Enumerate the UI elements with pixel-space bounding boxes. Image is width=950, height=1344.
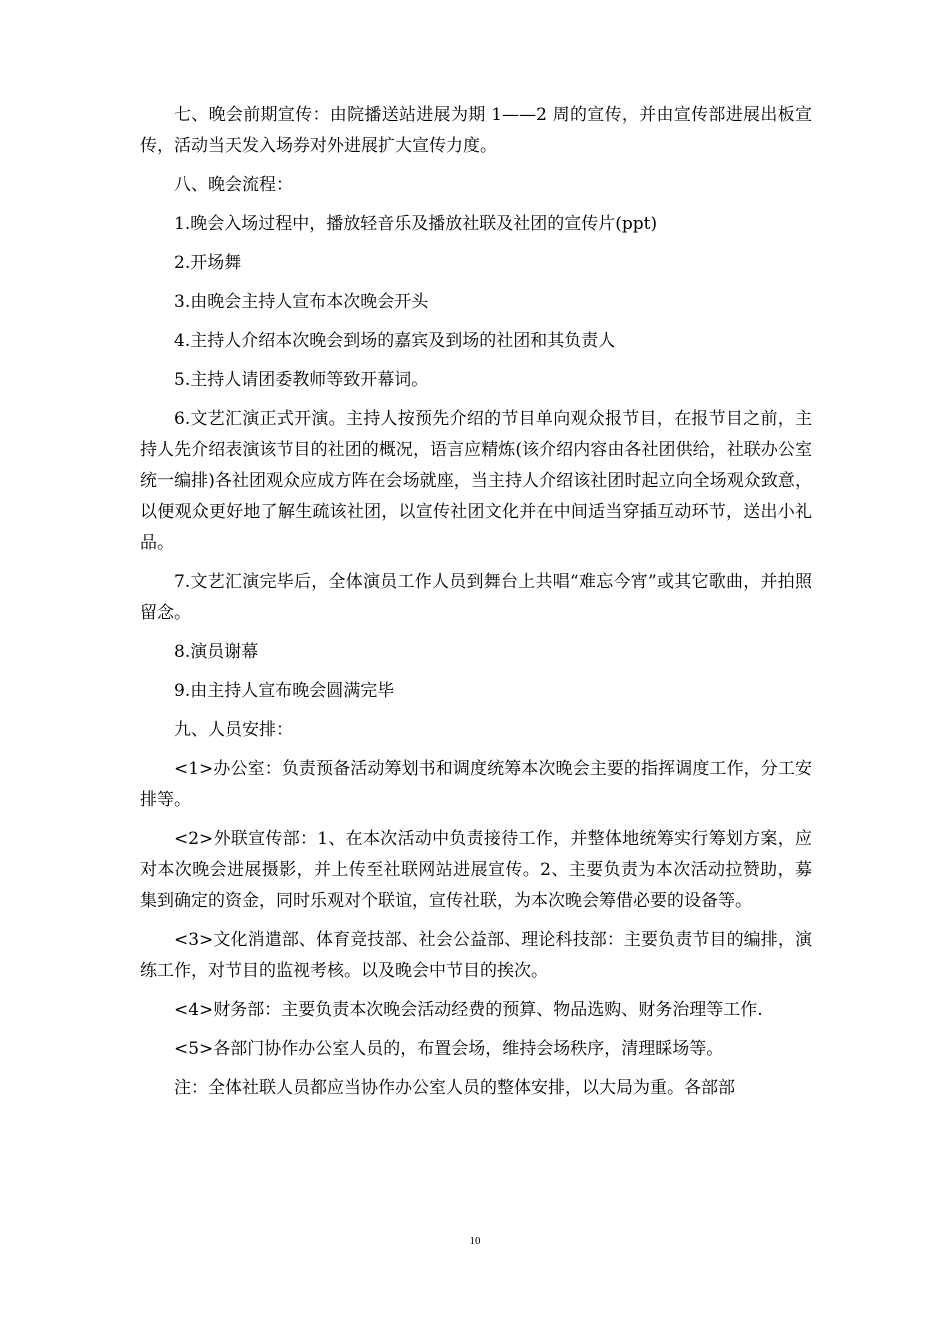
paragraph-publicity: 七、晚会前期宣传：由院播送站进展为期 1——2 周的宣传，并由宣传部进展出板宣传，活动当天发入场券对外进展扩大宣传力度。 (140, 105, 812, 156)
list-item-flow-4: 4.主持人介绍本次晚会到场的嘉宾及到场的社团和其负责人 (174, 331, 616, 351)
heading-staff-arrangement: 九、人员安排： (174, 720, 293, 740)
list-item-flow-5: 5.主持人请团委教师等致开幕词。 (174, 370, 429, 390)
note-paragraph: 注：全体社联人员都应当协作办公室人员的整体安排，以大局为重。各部部 (174, 1078, 735, 1098)
list-item-flow-1: 1.晚会入场过程中，播放轻音乐及播放社联及社团的宣传片(ppt) (174, 214, 658, 234)
staff-item-finance: <4>财务部：主要负责本次晚会活动经费的预算、物品选购、财务治理等工作. (174, 1000, 763, 1020)
list-item-flow-9: 9.由主持人宣布晚会圆满完毕 (174, 681, 395, 701)
heading-program-flow: 八、晚会流程： (174, 175, 293, 195)
list-item-flow-8: 8.演员谢幕 (174, 642, 259, 662)
staff-item-office: <1>办公室：负责预备活动筹划书和调度统筹本次晚会主要的指挥调度工作，分工安排等。 (140, 759, 812, 810)
page-number: 10 (469, 1235, 481, 1247)
list-item-flow-2: 2.开场舞 (174, 253, 242, 273)
staff-item-publicity: <2>外联宣传部：1、在本次活动中负责接待工作，并整体地统筹实行筹划方案，应对本次晚会进展摄影，并上传至社联网站进展宣传。2、主要负责为本次活动拉赞助，募集到确定的资金，同时乐观对个联谊，宣传社联，为本次晚会筹借必要的设备等。 (140, 829, 812, 911)
list-item-flow-6: 6.文艺汇演正式开演。主持人按预先介绍的节目单向观众报节目，在报节目之前，主持人先介绍表演该节目的社团的概况，语言应精炼(该介绍内容由各社团供给，社联办公室统一编排)各社团观众应成方阵在会场就座，当主持人介绍该社团时起立向全场观众致意，以便观众更好地了解生疏该社团，以宣传社团文化并在中间适当穿插互动环节，送出小礼品。 (140, 409, 812, 553)
staff-item-departments: <5>各部门协作办公室人员的，布置会场，维持会场秩序，清理睬场等。 (174, 1039, 724, 1059)
staff-item-culture-sports: <3>文化消遣部、体育竞技部、社会公益部、理论科技部：主要负责节目的编排，演练工作，对节目的监视考核。以及晚会中节目的挨次。 (140, 930, 812, 981)
list-item-flow-7: 7.文艺汇演完毕后，全体演员工作人员到舞台上共唱“难忘今宵”或其它歌曲，并拍照留念。 (140, 572, 812, 623)
list-item-flow-3: 3.由晚会主持人宣布本次晚会开头 (174, 292, 429, 312)
document-body (140, 100, 812, 1112)
